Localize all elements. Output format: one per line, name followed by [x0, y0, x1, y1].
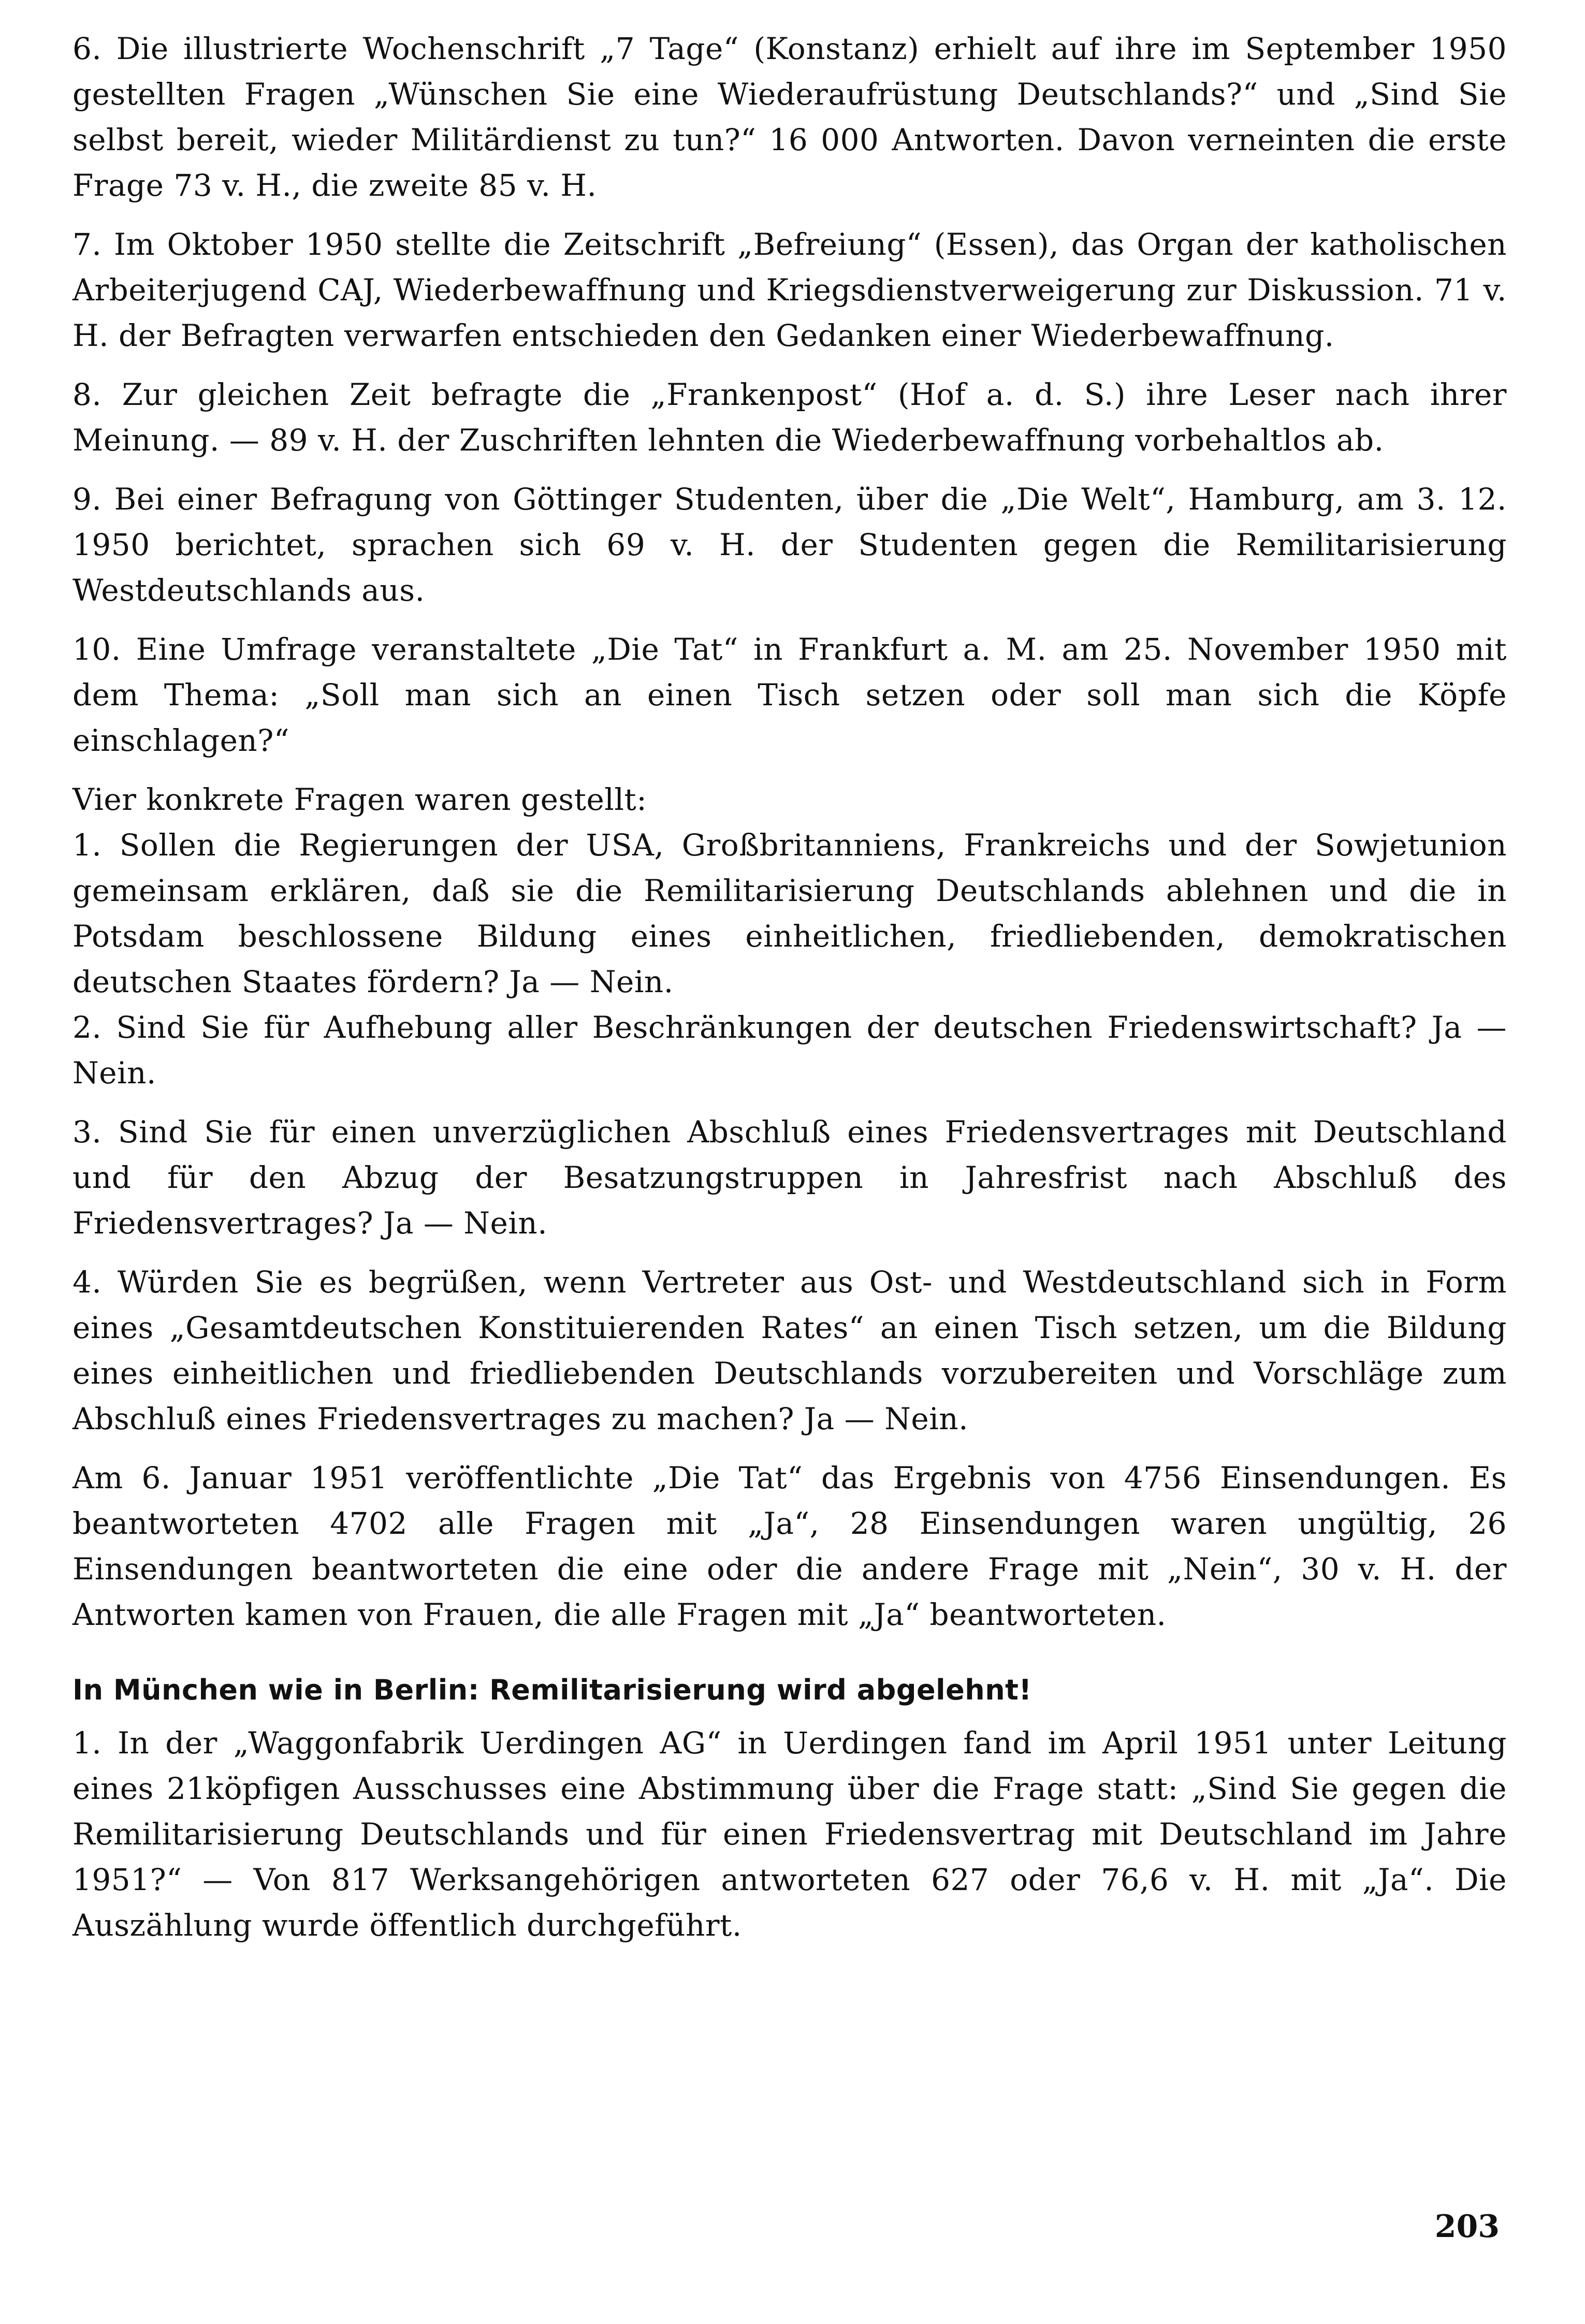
question-1: 1. Sollen die Regierungen der USA, Großbritanniens, Frankreichs und der Sowjetunion gemeinsam erklären, daß sie die Remilitarisierung Deutschlands ablehnen und die in Potsdam beschlossene Bildung eines einheitlichen, friedliebenden, demokratischen deutschen Staates fördern? Ja — Nein. — [72, 827, 1507, 999]
question-3: 3. Sind Sie für einen unverzüglichen Abschluß eines Friedensvertrages mit Deutschland und für den Abzug der Besatzungstruppen in Jahresfrist nach Abschluß des Friedensvertrages? Ja — Nein. — [72, 1114, 1507, 1241]
question-4: 4. Würden Sie es begrüßen, wenn Vertreter aus Ost- und Westdeutschland sich in Form eines „Gesamtdeutschen Konstituierenden Rates“ an einen Tisch setzen, um die Bildung eines einheitlichen und friedliebenden Deutschlands vorzubereiten und Vorschläge zum Abschluß eines Friedensvertrages zu machen? Ja — Nein. — [72, 1265, 1507, 1436]
questions-intro: Vier konkrete Fragen waren gestellt: — [72, 782, 647, 817]
paragraph-7: 7. Im Oktober 1950 stellte die Zeitschrift „Befreiung“ (Essen), das Organ der katholischen Arbeiterjugend CAJ, Wiederbewaffnung und Kriegsdienstverweigerung zur Diskussion. 71 v. H. der Befragten verwarfen entschieden den Gedanken einer Wiederbewaffnung. — [72, 227, 1507, 353]
final-paragraph: 1. In der „Waggonfabrik Uerdingen AG“ in Uerdingen fand im April 1951 unter Leitung eines 21köpfigen Ausschusses eine Abstimmung über die Frage statt: „Sind Sie gegen die Remilitarisierung Deutschlands und für einen Friedensvertrag mit Deutschland im Jahre 1951?“ — Von 817 Werksangehörigen antworteten 627 oder 76,6 v. H. mit „Ja“. Die Auszählung wurde öffentlich durchgeführt. — [72, 1725, 1507, 1943]
question-2: 2. Sind Sie für Aufhebung aller Beschränkungen der deutschen Friedenswirtschaft? Ja — Nein. — [72, 1010, 1507, 1091]
paragraph-6: 6. Die illustrierte Wochenschrift „7 Tage“ (Konstanz) erhielt auf ihre im September 1950 gestellten Fragen „Wünschen Sie eine Wiederaufrüstung Deutschlands?“ und „Sind Sie selbst bereit, wieder Militärdienst zu tun?“ 16 000 Antworten. Davon verneinten die erste Frage 73 v. H., die zweite 85 v. H. — [72, 31, 1507, 203]
section-heading: In München wie in Berlin: Remilitarisierung wird abgelehnt! — [72, 1674, 1032, 1706]
page-number: 203 — [1434, 2209, 1500, 2245]
page-body — [72, 26, 1507, 1962]
paragraph-10: 10. Eine Umfrage veranstaltete „Die Tat“ in Frankfurt a. M. am 25. November 1950 mit dem Thema: „Soll man sich an einen Tisch setzen oder soll man sich die Köpfe einschlagen?“ — [72, 632, 1507, 758]
paragraph-8: 8. Zur gleichen Zeit befragte die „Frankenpost“ (Hof a. d. S.) ihre Leser nach ihrer Meinung. — 89 v. H. der Zuschriften lehnten die Wiederbewaffnung vorbehaltlos ab. — [72, 377, 1507, 458]
result-paragraph: Am 6. Januar 1951 veröffentlichte „Die Tat“ das Ergebnis von 4756 Einsendungen. Es beantworteten 4702 alle Fragen mit „Ja“, 28 Einsendungen waren ungültig, 26 Einsendungen beantworteten die eine oder die andere Frage mit „Nein“, 30 v. H. der Antworten kamen von Frauen, die alle Fragen mit „Ja“ beantworteten. — [72, 1460, 1507, 1632]
paragraph-9: 9. Bei einer Befragung von Göttinger Studenten, über die „Die Welt“, Hamburg, am 3. 12. 1950 berichtet, sprachen sich 69 v. H. der Studenten gegen die Remilitarisierung Westdeutschlands aus. — [72, 482, 1507, 608]
